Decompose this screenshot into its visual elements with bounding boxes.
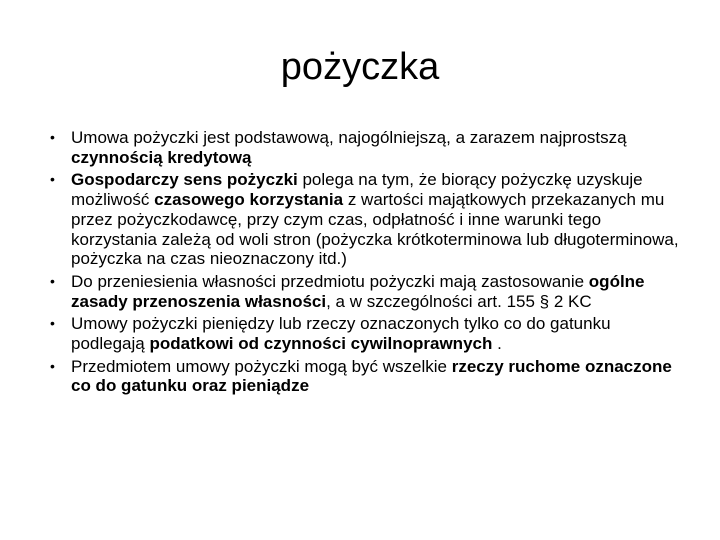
text-run: Umowa pożyczki jest podstawową, najogólniejszą, a zarazem najprostszą — [71, 128, 627, 147]
bold-text-run: czynnością kredytową — [71, 147, 252, 167]
bullet-item-5 — [50, 357, 686, 396]
bullet-dot-icon: • — [50, 272, 55, 289]
bullet-text — [71, 314, 611, 353]
bullet-list — [50, 128, 686, 399]
slide-title: pożyczka — [280, 46, 440, 88]
text-run: polega na tym, że biorący pożyczkę uzyskuje możliwość — [71, 170, 643, 210]
bullet-text — [71, 272, 645, 311]
bullet-item-2 — [50, 170, 686, 269]
bold-text-run: podatkowi od czynności cywilnoprawnych — [149, 334, 493, 354]
bullet-text — [71, 128, 627, 167]
text-run: Przedmiotem umowy pożyczki mogą być wszelkie — [71, 356, 452, 376]
bullet-item-1 — [50, 128, 686, 167]
bullet-item-3 — [50, 272, 686, 311]
bullet-dot-icon: • — [50, 171, 55, 188]
text-run: . — [492, 334, 502, 354]
bullet-dot-icon: • — [50, 357, 55, 374]
bullet-dot-icon: • — [50, 129, 55, 145]
text-run: Do przeniesienia własności przedmiotu pożyczki mają zastosowanie — [71, 271, 589, 291]
bold-text-run: czasowego korzystania — [154, 190, 344, 210]
bullet-dot-icon: • — [50, 315, 55, 332]
bold-text-run: rzeczy ruchome oznaczone co do gatunku oraz pieniądze — [71, 356, 672, 396]
bold-text-run: ogólne zasady przenoszenia własności — [71, 271, 645, 311]
bullet-item-4 — [50, 314, 686, 353]
text-run: Umowy pożyczki pieniędzy lub rzeczy oznaczonych tylko co do gatunku podlegają — [71, 314, 611, 354]
text-run: , a w szczególności art. 155 § 2 KC — [326, 291, 592, 311]
text-run: z wartości majątkowych przekazanych mu przez pożyczkodawcę, przy czym czas, odpłatność i inne warunki tego korzystania zależą od woli stron (pożyczka krótkoterminowa lub długoterminowa, pożyczka na czas nieoznaczony itd.) — [71, 190, 679, 269]
bold-text-run: Gospodarczy sens pożyczki — [71, 170, 298, 190]
bullet-text — [71, 357, 672, 396]
bullet-text — [71, 170, 679, 268]
